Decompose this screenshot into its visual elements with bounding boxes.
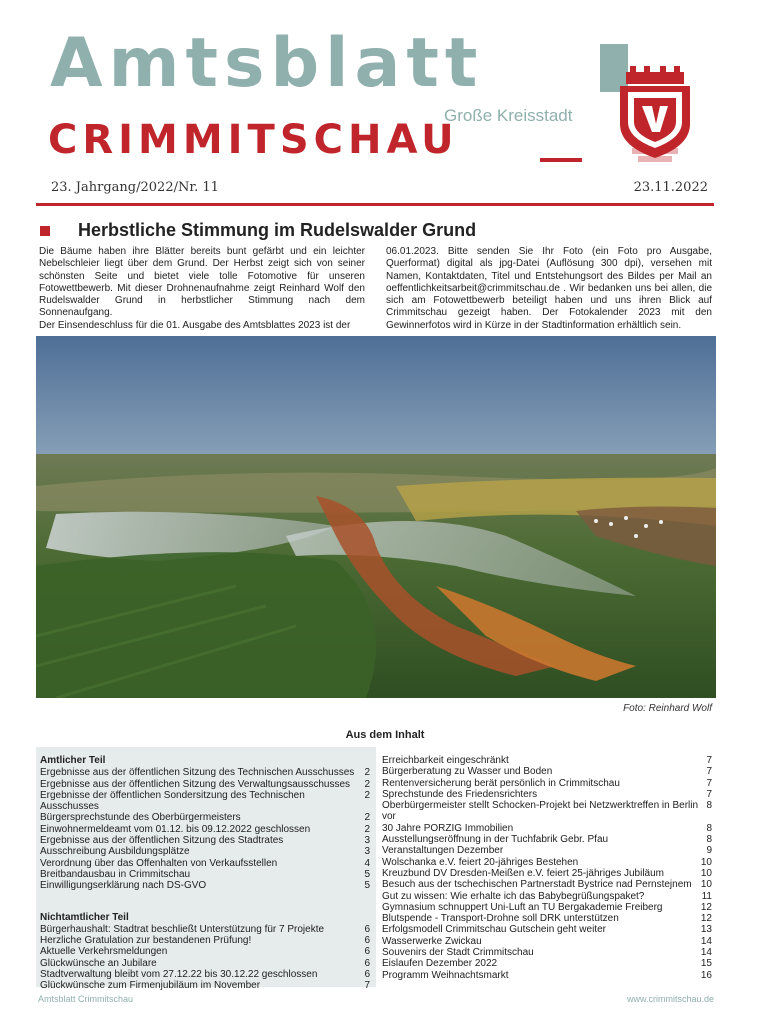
- toc-entry: [382, 958, 712, 969]
- toc-entry-title: Glückwünsche zum Firmenjubiläum im November: [40, 980, 261, 992]
- issue-date: 23.11.2022: [633, 180, 708, 195]
- toc-entry: [40, 812, 370, 823]
- toc-entry: [382, 936, 712, 947]
- toc-entry-page: 14: [700, 947, 712, 959]
- toc-entry: [382, 845, 712, 856]
- red-square-bullet: [40, 226, 50, 236]
- article-paragraph: 06.01.2023. Bitte senden Sie Ihr Foto (ein Foto pro Ausgabe, Querformat) digital als jpg-Datei (Auflösung 300 dpi), versehen mit Namen, Kontaktdaten, Titel und Entstehungsort des Bildes per Mail an oeffentlichkeitsarbeit@crimmitschau.de . Wir bedanken uns bei allen, die sich am Fotowettbewerb beteiligt haben und uns ihren Blick auf Crimmitschau gezeigt haben. Der Fotokalender 2023 mit den Gewinnerfotos wird in Kürze in der Stadtinformation erhältlich sein.: [386, 246, 712, 331]
- masthead-title: Amtsblatt: [50, 24, 484, 103]
- toc-entry: [382, 755, 712, 766]
- toc-entry: [40, 880, 370, 891]
- header-rule: [36, 203, 714, 206]
- toc-entry-title: Rentenversicherung berät persönlich in Crimmitschau: [382, 777, 620, 789]
- toc-entry-page: 7: [706, 777, 712, 789]
- toc-entry-title: Einwohnermeldeamt vom 01.12. bis 09.12.2022 geschlossen: [40, 823, 311, 835]
- article-left-column: [39, 246, 365, 332]
- toc-entry-title: Ergebnisse aus der öffentlichen Sitzung des Stadtrates: [40, 835, 284, 847]
- toc-entry: [382, 823, 712, 834]
- toc-entry: [40, 846, 370, 857]
- toc-entry-title: Kreuzbund DV Dresden-Meißen e.V. feiert 25-jähriges Jubiläum: [382, 867, 664, 879]
- toc-entry-page: 3: [364, 846, 370, 858]
- toc-entry-page: 2: [364, 767, 370, 779]
- toc-entry-page: 7: [364, 980, 370, 992]
- toc-entry-page: 2: [364, 812, 370, 824]
- masthead-underline: [540, 158, 582, 162]
- toc-entry-title: Bürgerhaushalt: Stadtrat beschließt Unterstützung für 7 Projekte: [40, 923, 325, 935]
- toc-entry-title: Verordnung über das Offenhalten von Verkaufsstellen: [40, 857, 278, 869]
- toc-entry: [382, 924, 712, 935]
- toc-entry-page: 8: [706, 834, 712, 846]
- toc-entry-title: Bürgersprechstunde des Oberbürgermeisters: [40, 812, 241, 824]
- toc-entry-title: Souvenirs der Stadt Crimmitschau: [382, 947, 534, 959]
- toc-entry: [40, 835, 370, 846]
- toc-entry: [40, 824, 370, 835]
- toc-section-nichtamtlich: Nichtamtlicher Teil: [40, 911, 129, 923]
- toc-entry-page: 7: [706, 766, 712, 778]
- article-paragraph: Der Einsendeschluss für die 01. Ausgabe des Amtsblattes 2023 ist der: [39, 319, 351, 331]
- toc-entry-title: Wasserwerke Zwickau: [382, 935, 482, 947]
- toc-entry-page: 12: [700, 901, 712, 913]
- toc-entry-title: Ergebnisse der öffentlichen Sondersitzung des Technischen Ausschusses: [40, 789, 305, 813]
- toc-entry: [40, 779, 370, 790]
- photo-caption: Foto: Reinhard Wolf: [623, 703, 712, 714]
- toc-entry-title: Herzliche Gratulation zur bestandenen Prüfung!: [40, 935, 252, 947]
- toc-entry-title: Oberbürgermeister stellt Schocken-Projekt bei Netzwerktreffen in Berlin vor: [382, 800, 699, 823]
- toc-entry-page: 6: [364, 969, 370, 981]
- toc-entry: [382, 789, 712, 800]
- toc-entry-page: 2: [364, 823, 370, 835]
- toc-entry: [382, 970, 712, 981]
- toc-entry: [40, 935, 370, 946]
- toc-entry-title: Gut zu wissen: Wie erhalte ich das Babybegrüßungspaket?: [382, 890, 645, 902]
- toc-entry-title: Blutspende - Transport-Drohne soll DRK unterstützen: [382, 913, 619, 925]
- toc-section-amtlich: Amtlicher Teil: [40, 755, 106, 766]
- toc-entry-page: 15: [700, 958, 712, 970]
- toc-entry-page: 8: [706, 822, 712, 834]
- toc-entry-page: 8: [706, 800, 712, 812]
- toc-entry-page: 4: [364, 857, 370, 869]
- toc-entry-page: 13: [700, 924, 712, 936]
- toc-entry-title: Veranstaltungen Dezember: [382, 845, 504, 857]
- toc-entry-title: Besuch aus der tschechischen Partnerstadt Bystrice nad Pernstejnem: [382, 879, 692, 891]
- toc-entry: [40, 924, 370, 935]
- toc-entry: [382, 902, 712, 913]
- landscape-photo: [36, 336, 716, 698]
- toc-entry: [40, 969, 370, 980]
- toc-entry: [382, 778, 712, 789]
- toc-entry-page: 6: [364, 923, 370, 935]
- toc-entry: [382, 800, 712, 823]
- article-headline: Herbstliche Stimmung im Rudelswalder Grund: [78, 220, 477, 240]
- toc-entry-page: 7: [706, 788, 712, 800]
- toc-entry-title: Aktuelle Verkehrsmeldungen: [40, 946, 168, 958]
- toc-entry: [40, 980, 370, 991]
- toc-entry: [382, 766, 712, 777]
- toc-entry-title: Glückwünsche an Jubilare: [40, 957, 157, 969]
- toc-entry-title: Ergebnisse aus der öffentlichen Sitzung des Verwaltungsausschusses: [40, 778, 351, 790]
- toc-entry-title: Erreichbarkeit eingeschränkt: [382, 755, 509, 766]
- toc-entry: [40, 858, 370, 869]
- toc-left-column: [40, 755, 370, 992]
- toc-entry-title: Gymnasium schnuppert Uni-Luft an TU Bergakademie Freiberg: [382, 901, 663, 913]
- article-right-column: [386, 246, 712, 332]
- toc-entry-page: 5: [364, 880, 370, 892]
- toc-entry-page: 11: [701, 890, 712, 902]
- toc-entry: [382, 868, 712, 879]
- toc-entry: [382, 857, 712, 868]
- toc-entry-title: Sprechstunde des Friedensrichters: [382, 788, 538, 800]
- toc-entry: [40, 958, 370, 969]
- article-paragraph: Die Bäume haben ihre Blätter bereits bunt gefärbt und ein leichter Nebelschleier liegt über dem Grund. Der Herbst zeigt sich von seiner schönsten Seite und bietet viele tolle Fotomotive für unseren Fotowettbewerb. Mit dieser Drohnenaufnahme zeigt Reinhard Wolf den Rudelswalder Grund in herbstlicher Stimmung nach dem Sonnenaufgang.: [39, 246, 365, 319]
- toc-entry-title: Einwilligungserklärung nach DS-GVO: [40, 880, 207, 892]
- toc-entry-title: Eislaufen Dezember 2022: [382, 958, 498, 970]
- toc-entry-page: 9: [706, 845, 712, 857]
- footer-url[interactable]: www.crimmitschau.de: [626, 994, 714, 1004]
- toc-entry: [382, 834, 712, 845]
- toc-title: Aus dem Inhalt: [345, 729, 425, 741]
- toc-right-column: [382, 755, 712, 981]
- toc-entry-page: 3: [364, 835, 370, 847]
- toc-entry: [40, 767, 370, 778]
- toc-entry-title: 30 Jahre PORZIG Immobilien: [382, 822, 514, 834]
- toc-entry-title: Ausstellungseröffnung in der Tuchfabrik Gebr. Pfau: [382, 834, 609, 846]
- toc-entry: [40, 790, 370, 813]
- toc-entry-page: 6: [364, 957, 370, 969]
- toc-entry-title: Stadtverwaltung bleibt vom 27.12.22 bis 30.12.22 geschlossen: [40, 969, 318, 981]
- toc-entry-title: Erfolgsmodell Crimmitschau Gutschein geht weiter: [382, 924, 606, 936]
- toc-entry-page: 2: [364, 789, 370, 801]
- toc-entry-title: Programm Weihnachtsmarkt: [382, 969, 509, 981]
- toc-entry: [382, 947, 712, 958]
- toc-entry-page: 5: [364, 868, 370, 880]
- toc-entry-page: 6: [364, 946, 370, 958]
- toc-entry-page: 10: [700, 856, 712, 868]
- toc-entry: [40, 946, 370, 957]
- toc-entry-title: Ausschreibung Ausbildungsplätze: [40, 846, 190, 858]
- issue-line: 23. Jahrgang/2022/Nr. 11: [51, 180, 219, 195]
- toc-entry: [382, 879, 712, 890]
- city-crest-icon: [612, 64, 698, 164]
- toc-entry-page: 7: [706, 755, 712, 766]
- toc-entry-page: 2: [364, 778, 370, 790]
- toc-entry-page: 16: [700, 969, 712, 981]
- toc-entry-page: 12: [700, 913, 712, 925]
- toc-entry-title: Bürgerberatung zu Wasser und Boden: [382, 766, 553, 778]
- toc-entry-title: Ergebnisse aus der öffentlichen Sitzung des Technischen Ausschusses: [40, 767, 355, 779]
- footer-publication: Amtsblatt Crimmitschau: [38, 994, 134, 1004]
- toc-entry-page: 10: [700, 879, 712, 891]
- toc-entry: [382, 913, 712, 924]
- masthead-city: CRIMMITSCHAU: [48, 117, 459, 163]
- toc-entry-title: Wolschanka e.V. feiert 20-jähriges Bestehen: [382, 856, 579, 868]
- toc-entry-title: Breitbandausbau in Crimmitschau: [40, 868, 191, 880]
- toc-entry-page: 6: [364, 935, 370, 947]
- toc-entry-page: 14: [700, 935, 712, 947]
- masthead-subtitle: Große Kreisstadt: [444, 106, 573, 125]
- toc-entry: [40, 869, 370, 880]
- toc-entry: [382, 891, 712, 902]
- toc-entry-page: 10: [700, 867, 712, 879]
